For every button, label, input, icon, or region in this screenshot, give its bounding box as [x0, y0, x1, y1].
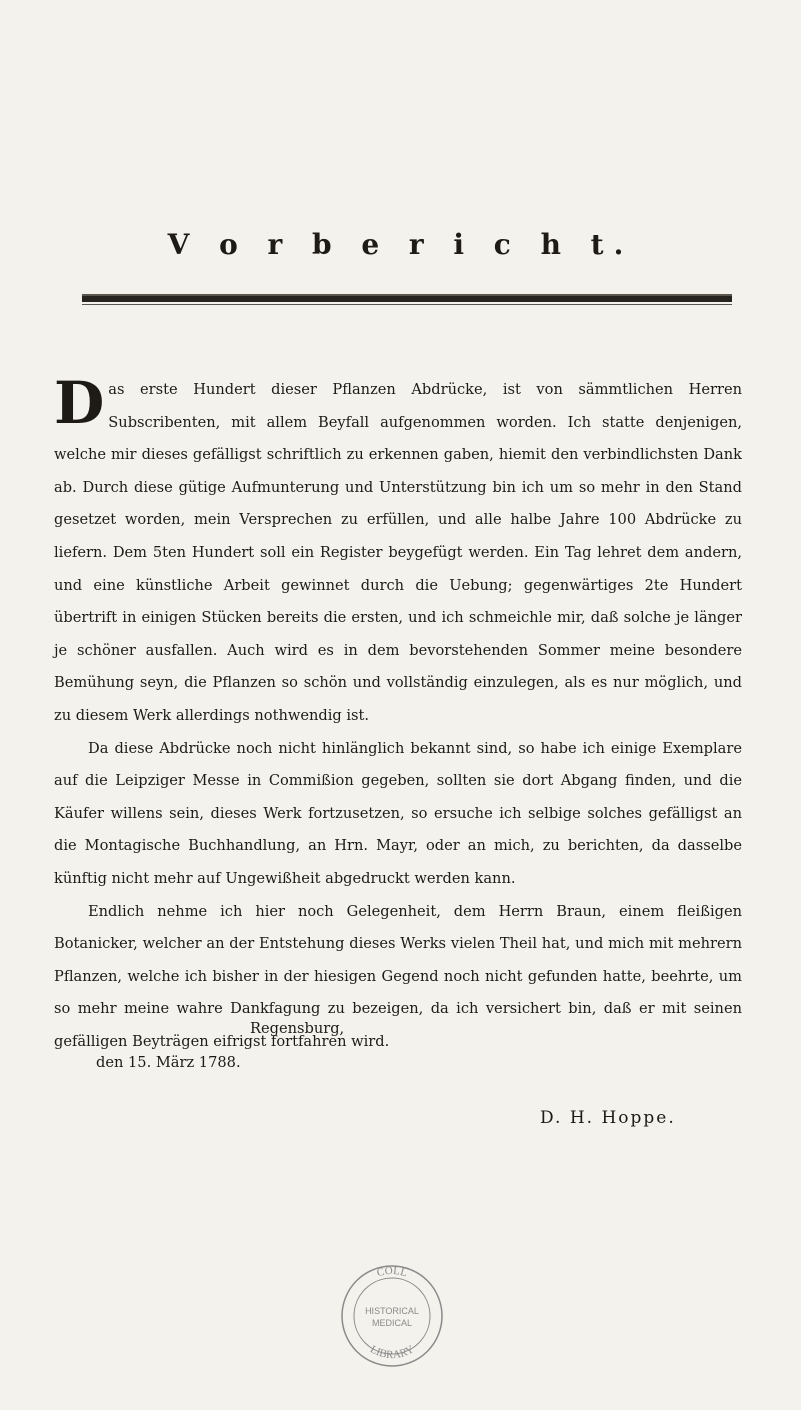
stamp-inner-ring [354, 1278, 430, 1354]
stamp-bottom-text: LIBRARY [367, 1343, 417, 1362]
paragraph-2: Da diese Abdrücke noch nicht hinlänglich bekannt sind, so habe ich einige Exemplare auf die Leipziger Messe in Commißion gegeben, sollten sie dort Abgang finden, und die Käufer willens sein, dieses Werk fortzusetzen, so ersuche ich selbige solches gefälligst an die Montagische Buchhandlung, an Hrn. Mayr, oder an mich, zu berichten, da dasselbe künftig nicht mehr auf Ungewißheit abgedruckt werden kann. [54, 739, 742, 887]
title-rule [82, 294, 732, 302]
paragraph-1-text: as erste Hundert dieser Pflanzen Abdrücke, ist von sämmtlichen Herren Subscribenten, mit allem Beyfall aufgenommen worden. Ich statte denjenigen, welche mir dieses gefälligst schriftlich zu erkennen gaben, hiemit den verbindlichsten Dank ab. Durch diese gütige Aufmunterung und Unterstützung bin ich um so mehr in den Stand gesetzet worden, mein Versprechen zu erfüllen, und alle halbe Jahre 100 Abdrücke zu liefern. Dem 5ten Hundert soll ein Register beygefügt werden. Ein Tag lehret dem andern, und eine künstliche Arbeit gewinnet durch die Uebung; gegenwärtiges 2te Hundert übertrift in einigen Stücken bereits die ersten, und ich schmeichle mir, daß solche je länger je schöner ausfallen. Auch wird es in dem bevorstehenden Sommer meine besondere Bemühung seyn, die Pflanzen so schön und vollständig einzulegen, als es nur möglich, und zu diesem Werk allerdings nothwendig ist. [54, 381, 742, 724]
paragraph-3: Endlich nehme ich hier noch Gelegenheit, dem Herrn Braun, einem fleißigen Botanicker, welcher an der Entstehung dieses Werks vielen Theil hat, und mich mit mehrern Pflanzen, welche ich bisher in der hiesigen Gegend noch nicht gefunden hatte, beehrte, um so mehr meine wahre Dankfagung zu bezeigen, da ich versichert bin, daß er mit seinen gefälligen Beyträgen eifrigst fortfahren wird. [54, 902, 742, 1050]
paragraph-1 [54, 369, 742, 733]
body-text [54, 369, 742, 1058]
stamp-line-1: HISTORICAL [365, 1306, 419, 1316]
signature: D. H. Hoppe. [540, 1108, 676, 1128]
title-rule-thin [82, 304, 732, 305]
drop-cap: D [54, 369, 105, 437]
place-line: Regensburg, [250, 1020, 345, 1037]
stamp-top-text: COLL [375, 1264, 409, 1280]
library-stamp [334, 1256, 450, 1372]
stamp-line-2: MEDICAL [371, 1318, 413, 1328]
date-line: den 15. März 1788. [96, 1054, 241, 1071]
page-title: V o r b e r i c h t. [167, 228, 634, 261]
